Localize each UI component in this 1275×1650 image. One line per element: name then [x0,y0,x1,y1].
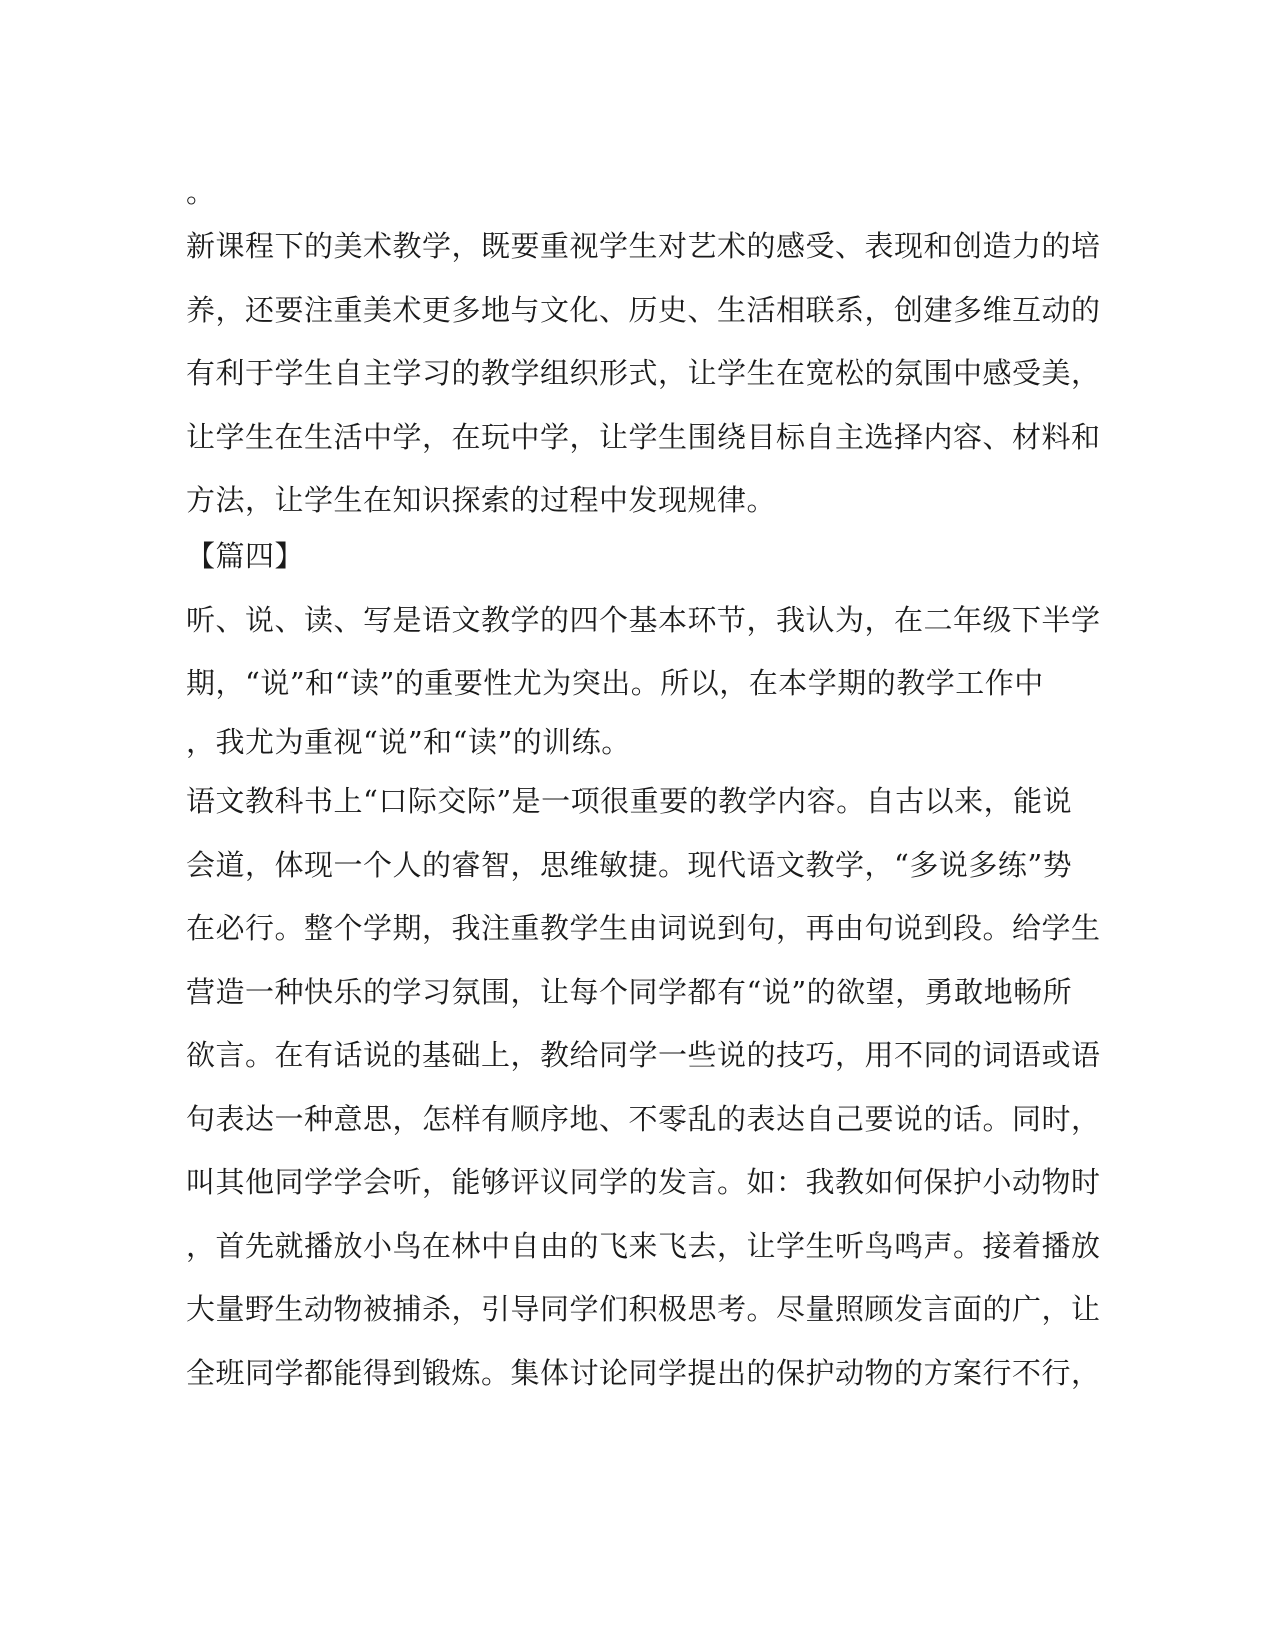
text-line-13: 在必行。整个学期，我注重教学生由词说到句，再由句说到段。给学生 [186,911,1101,945]
text-line-3: 养，还要注重美术更多地与文化、历史、生活相联系，创建多维互动的 [186,293,1101,327]
text-line-11: 语文教科书上“口际交际”是一项很重要的教学内容。自古以来，能说 [186,784,1073,818]
text-line-15: 欲言。在有话说的基础上，教给同学一些说的技巧，用不同的词语或语 [186,1038,1101,1072]
text-line-5: 让学生在生活中学，在玩中学，让学生围绕目标自主选择内容、材料和 [186,420,1101,454]
section-heading: 【篇四】 [186,539,305,573]
text-line-8: 听、说、读、写是语文教学的四个基本环节，我认为，在二年级下半学 [186,603,1101,637]
text-line-2: 新课程下的美术教学，既要重视学生对艺术的感受、表现和创造力的培 [186,229,1101,263]
text-line-12: 会道，体现一个人的睿智，思维敏捷。现代语文教学，“多说多练”势 [186,848,1073,882]
text-line-10: ，我尤为重视“说”和“读”的训练。 [186,725,631,759]
text-line-6: 方法，让学生在知识探索的过程中发现规律。 [186,483,777,517]
text-line-18: ，首先就播放小鸟在林中自由的飞来飞去，让学生听鸟鸣声。接着播放 [186,1229,1101,1263]
text-line-19: 大量野生动物被捕杀，引导同学们积极思考。尽量照顾发言面的广，让 [186,1292,1101,1326]
text-line-1: 。 [186,175,216,209]
text-line-4: 有利于学生自主学习的教学组织形式，让学生在宽松的氛围中感受美， [186,356,1101,390]
text-line-14: 营造一种快乐的学习氛围，让每个同学都有“说”的欲望，勇敢地畅所 [186,975,1073,1009]
text-line-9: 期，“说”和“读”的重要性尤为突出。所以，在本学期的教学工作中 [186,666,1044,700]
text-line-16: 句表达一种意思，怎样有顺序地、不零乱的表达自己要说的话。同时， [186,1102,1101,1136]
text-line-17: 叫其他同学学会听，能够评议同学的发言。如：我教如何保护小动物时 [186,1165,1101,1199]
text-line-20: 全班同学都能得到锻炼。集体讨论同学提出的保护动物的方案行不行， [186,1356,1101,1390]
